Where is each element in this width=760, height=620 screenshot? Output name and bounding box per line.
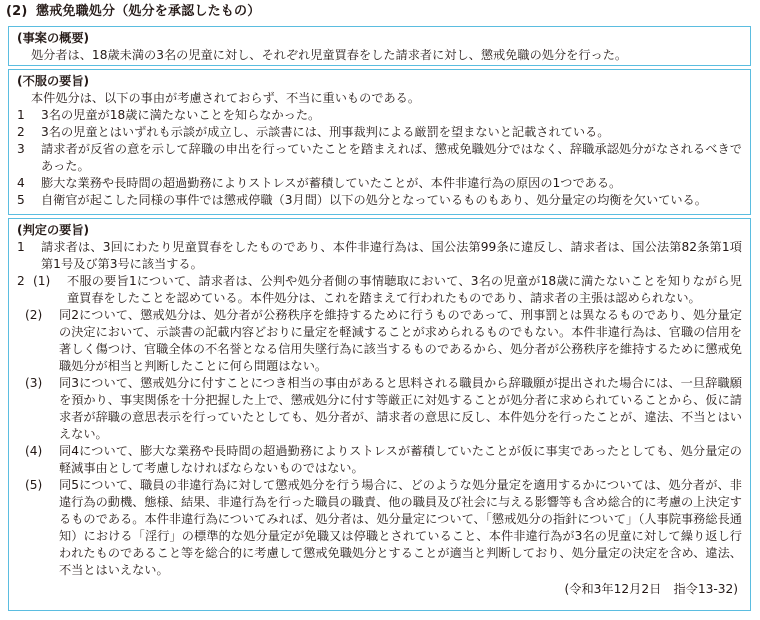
grounds-title: (不服の要旨) bbox=[17, 74, 90, 88]
grounds-item-text: 3名の児童とはいずれも示談が成立し、示談書には、刑事裁判による厳罰を望まないと記載されている。 bbox=[41, 125, 610, 139]
judgment-sub-text: 同4について、膨大な業務や長時間の超過勤務によりストレスが蓄積していたことが仮に事実であったとしても、処分量定の軽減事由として考慮しなければならないものではない。 bbox=[59, 444, 742, 475]
grounds-item-text: 請求者が反省の意を示して辞職の申出を行っていたことを踏まえれば、懲戒免職処分ではなく、辞職承認処分がなされるべきであった。 bbox=[41, 142, 742, 173]
judgment-item-1 bbox=[17, 239, 742, 273]
judgment-sub-text: 同3について、懲戒処分に付すことにつき相当の事由があると思料される職員から辞職願が提出された場合には、一旦辞職願を預かり、事実関係を十分把握した上で、懲戒処分に付す等厳正に対処することが処分者に求められていることから、仮に請求者が辞職の意思表示を行っていたとしても、処分者が、請求者の意思に反し、本件処分を行ったことが、違法、不当とはいえない。 bbox=[59, 376, 742, 441]
grounds-box bbox=[8, 69, 751, 215]
judgment-sub-item bbox=[17, 477, 742, 579]
grounds-item bbox=[17, 124, 742, 141]
judgment-title: (判定の要旨) bbox=[17, 223, 90, 237]
section-number: (2) bbox=[6, 4, 28, 19]
grounds-item bbox=[17, 107, 742, 124]
judgment-sub-text: 同2について、懲戒処分は、処分者が公務秩序を維持するために行うものであって、刑事罰とは異なるものであり、処分量定の決定において、示談書の記載内容どおりに量定を軽減することが求められるものでもない。本件非違行為は、官職の信用を著しく傷つけ、官職全体の不名誉となる信用失墜行為に該当するものであるから、処分者が公務秩序を維持するために懲戒免職処分が相当と判断したことに何ら問題はない。 bbox=[59, 308, 742, 373]
judgment-box bbox=[8, 218, 751, 611]
grounds-item-number: 3 bbox=[17, 142, 25, 156]
judgment-sub-number: (2) bbox=[25, 308, 43, 322]
judgment-item-text: 請求者は、3回にわたり児童買春をしたものであり、本件非違行為は、国公法第99条に違反し、請求者は、国公法第82条第1項第1号及び第3号に該当する。 bbox=[41, 240, 742, 271]
grounds-item-number: 2 bbox=[17, 125, 25, 139]
grounds-intro: 本件処分は、以下の事由が考慮されておらず、不当に重いものである。 bbox=[31, 91, 421, 105]
judgment-sub-text: 同5について、職員の非違行為に対して懲戒処分を行う場合に、どのような処分量定を適用するかについては、処分者が、非違行為の動機、態様、結果、非違行為を行った職員の職責、他の職員及び社会に与える影響等も含め総合的に考慮の上決定するものである。本件非違行為についてみれば、処分者は、処分量定について、「懲戒処分の指針について」（人事院事務総長通知）における「淫行」の標準的な処分量定が免職又は停職とされていること、本件非違行為が3名の児童に対して繰り返し行われたものであること等を総合的に考慮して懲戒免職処分とすることが適当と判断しており、処分量定の決定を含め、違法、不当とはいえない。 bbox=[59, 478, 742, 577]
section-title: 懲戒免職処分（処分を承認したもの） bbox=[36, 4, 261, 19]
section-heading bbox=[6, 3, 260, 20]
judgment-sub-number: (5) bbox=[25, 478, 43, 492]
judgment-sub-text: 不服の要旨1について、請求者は、公判や処分者側の事情聴取において、3名の児童が18歳に満たないことを知りながら児童買春をしたことを認めている。本件処分は、これを踏まえて行われたものであり、請求者の主張は認められない。 bbox=[67, 274, 742, 305]
grounds-item-number: 4 bbox=[17, 176, 25, 190]
judgment-sub-number: (4) bbox=[25, 444, 43, 458]
judgment-item-number: 1 bbox=[17, 240, 25, 254]
decision-reference: (令和3年12月2日 指令13-32) bbox=[564, 582, 738, 596]
overview-title: (事案の概要) bbox=[17, 31, 90, 45]
grounds-item-number: 1 bbox=[17, 108, 25, 122]
overview-text: 処分者は、18歳未満の3名の児童に対し、それぞれ児童買春をした請求者に対し、懲戒免職の処分を行った。 bbox=[31, 48, 628, 62]
grounds-item-text: 3名の児童が18歳に満たないことを知らなかった。 bbox=[41, 108, 321, 122]
grounds-item bbox=[17, 175, 742, 192]
grounds-item-number: 5 bbox=[17, 193, 25, 207]
grounds-item bbox=[17, 192, 742, 209]
grounds-item-text: 自衛官が起こした同様の事件では懲戒停職（3月間）以下の処分となっているものもあり、処分量定の均衡を欠いている。 bbox=[41, 193, 707, 207]
grounds-item-text: 膨大な業務や長時間の超過勤務によりストレスが蓄積していたことが、本件非違行為の原因の1つである。 bbox=[41, 176, 622, 190]
judgment-sub-item bbox=[17, 307, 742, 375]
judgment-sub-number: (1) bbox=[33, 274, 51, 288]
grounds-item bbox=[17, 141, 742, 175]
judgment-sub-item bbox=[17, 375, 742, 443]
judgment-item-2 bbox=[17, 273, 742, 307]
judgment-item-number: 2 bbox=[17, 274, 25, 288]
judgment-sub-item bbox=[17, 443, 742, 477]
overview-box bbox=[8, 26, 751, 66]
judgment-sub-number: (3) bbox=[25, 376, 43, 390]
